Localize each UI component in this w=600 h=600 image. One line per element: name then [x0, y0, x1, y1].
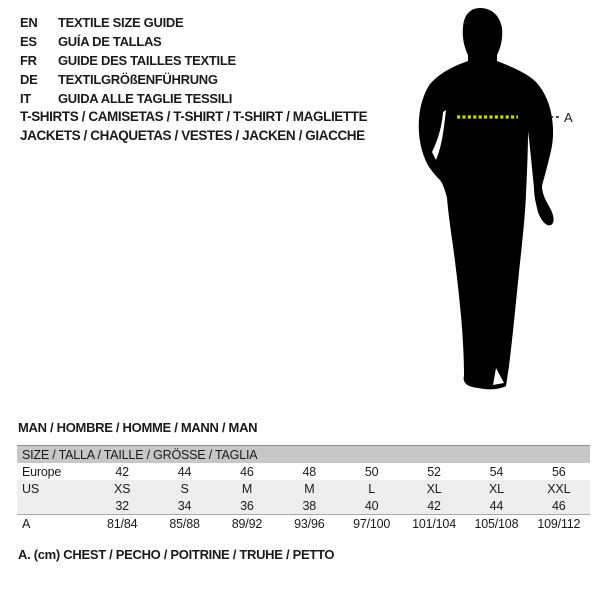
size-table-header-row — [17, 446, 590, 464]
lang-row-it — [20, 89, 236, 108]
lang-code: FR — [20, 53, 37, 68]
table-cell: 42 — [115, 464, 129, 479]
table-cell: 81/84 — [107, 516, 138, 531]
lang-code: DE — [20, 72, 38, 87]
lang-label: GUIDE DES TAILLES TEXTILE — [58, 53, 236, 68]
section-heading-man: MAN / HOMBRE / HOMME / MANN / MAN — [18, 420, 258, 435]
table-cell: XL — [465, 480, 527, 497]
table-cell: 54 — [489, 464, 504, 479]
table-cell: 52 — [427, 464, 441, 479]
table-row-uk — [17, 497, 590, 515]
size-table-header: SIZE / TALLA / TAILLE / GRÖSSE / TAGLIA — [17, 446, 590, 464]
table-cell: 46 — [240, 464, 254, 479]
man-silhouette-figure — [400, 0, 600, 400]
table-cell: 109/112 — [537, 516, 581, 531]
table-cell: 105/108 — [474, 516, 519, 531]
measure-label-a: A — [564, 110, 573, 125]
lang-label: GUÍA DE TALLAS — [58, 34, 162, 49]
table-cell: 50 — [364, 464, 379, 479]
lang-row-en — [20, 13, 236, 32]
lang-label: GUIDA ALLE TAGLIE TESSILI — [58, 91, 233, 106]
table-cell: 93/96 — [294, 516, 325, 531]
table-cell: 56 — [552, 464, 566, 479]
lang-label: TEXTILGRÖßENFÜHRUNG — [58, 72, 218, 87]
table-cell: 101/104 — [412, 516, 456, 531]
size-table — [17, 445, 590, 532]
table-cell: 44 — [465, 497, 527, 515]
table-cell: 34 — [153, 497, 215, 515]
lang-row-de — [20, 70, 236, 89]
table-cell: 32 — [91, 497, 153, 515]
language-guide — [20, 13, 236, 108]
category-title-jackets: JACKETS / CHAQUETAS / VESTES / JACKEN / GIACCHE — [20, 128, 365, 143]
table-cell: 36 — [216, 497, 278, 515]
table-cell: L — [341, 480, 403, 497]
table-cell: 40 — [341, 497, 403, 515]
table-cell: M — [278, 480, 340, 497]
lang-code: IT — [20, 91, 31, 106]
table-cell: 85/88 — [169, 516, 200, 531]
table-cell: XXL — [528, 480, 590, 497]
man-silhouette-body — [419, 8, 554, 389]
table-cell: 48 — [302, 464, 317, 479]
table-cell: XL — [403, 480, 465, 497]
table-row-us — [17, 480, 590, 497]
table-cell: XS — [91, 480, 153, 497]
table-cell: 42 — [403, 497, 465, 515]
footnote-chest: A. (cm) CHEST / PECHO / POITRINE / TRUHE / PETTO — [18, 547, 335, 562]
lang-label: TEXTILE SIZE GUIDE — [58, 15, 184, 30]
lang-row-es — [20, 32, 236, 51]
table-cell: 97/100 — [353, 516, 391, 531]
table-cell: 89/92 — [231, 516, 263, 531]
table-row-europe — [17, 463, 590, 480]
category-title-tshirts: T-SHIRTS / CAMISETAS / T-SHIRT / T-SHIRT / MAGLIETTE — [20, 109, 368, 124]
table-cell: 46 — [528, 497, 590, 515]
row-label: US — [17, 480, 91, 497]
row-label: A — [22, 516, 31, 531]
table-cell: 44 — [177, 464, 192, 479]
lang-code: ES — [20, 34, 37, 49]
lang-code: EN — [20, 15, 38, 30]
row-label: Europe — [22, 464, 62, 479]
table-cell: 38 — [278, 497, 340, 515]
table-cell: M — [216, 480, 278, 497]
man-silhouette-icon — [400, 0, 600, 400]
table-cell: S — [153, 480, 215, 497]
table-row-chest-a — [17, 515, 590, 533]
lang-row-fr — [20, 51, 236, 70]
category-titles — [20, 107, 367, 145]
row-label — [17, 497, 91, 515]
